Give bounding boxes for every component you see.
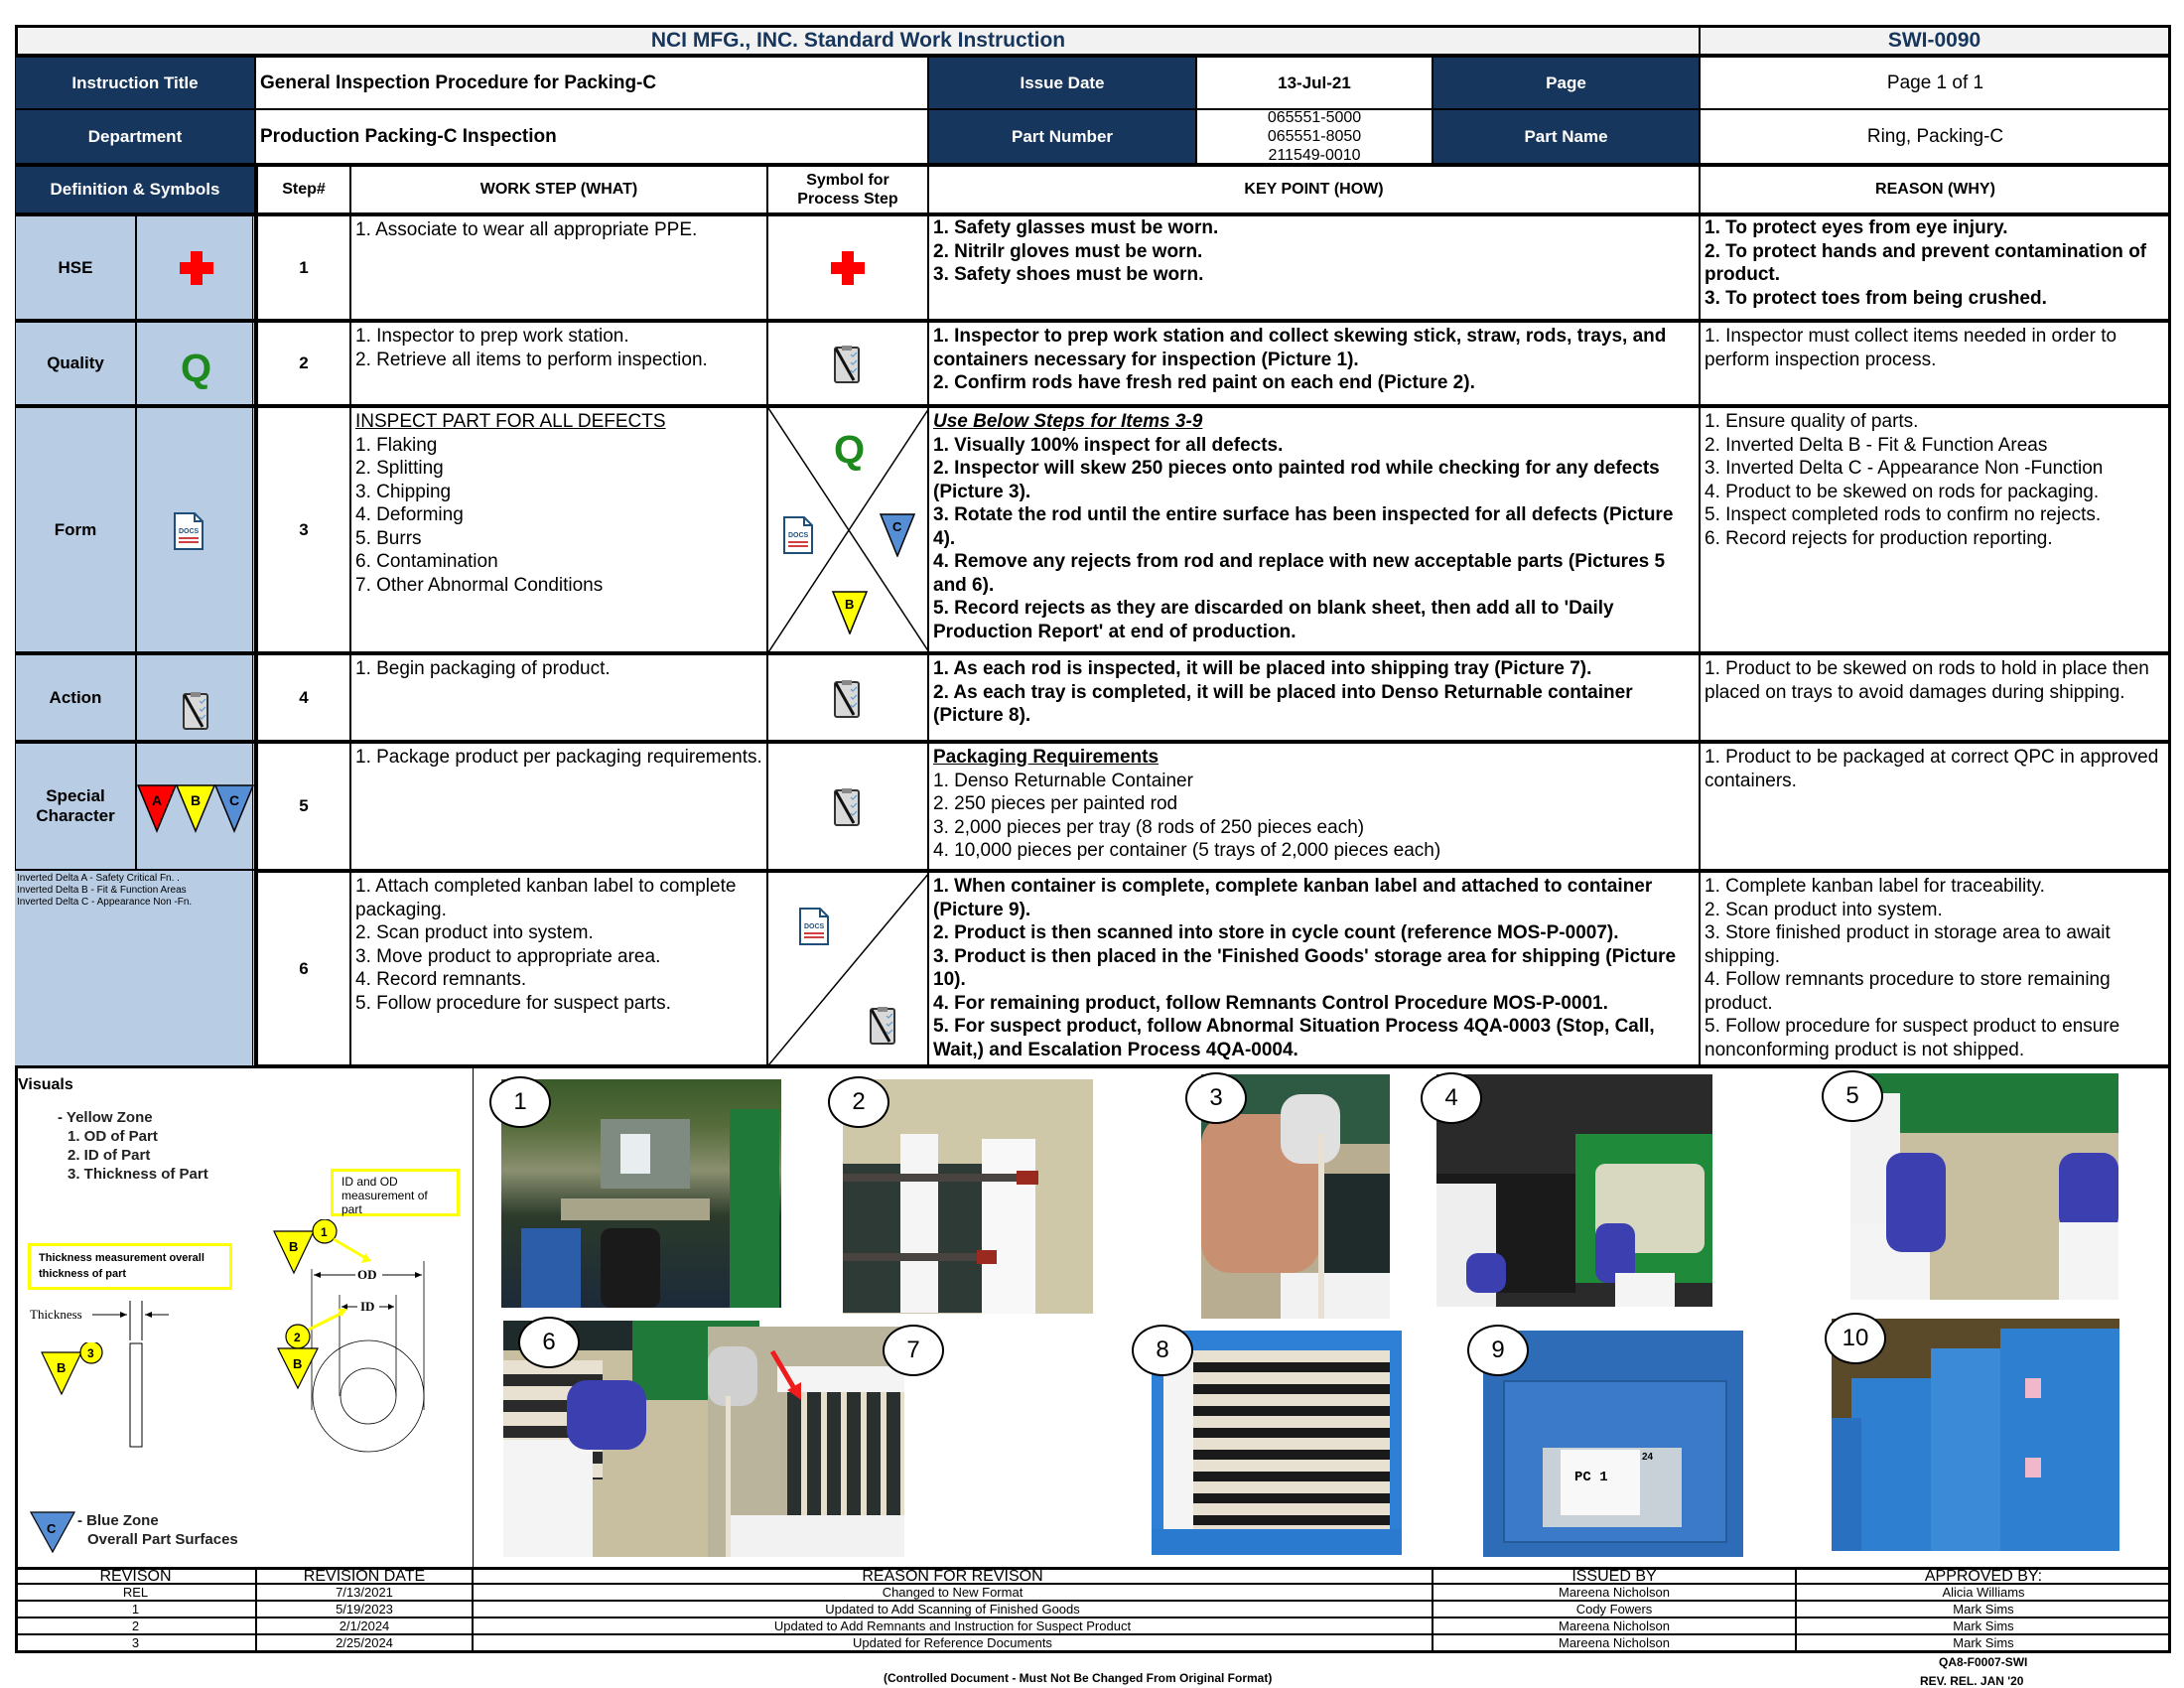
delta-c-icon <box>880 513 915 557</box>
photo-7-number: 7 <box>883 1325 944 1376</box>
clipboard-icon <box>181 691 210 731</box>
photo-9-label-text: PC 1 <box>1574 1470 1608 1485</box>
rev-row-2-revision: 2 <box>15 1618 256 1634</box>
rev-header-approved-by: APPROVED BY: <box>1796 1567 2171 1584</box>
id-label: ID <box>360 1299 375 1314</box>
delta-b-callout-3 <box>40 1342 109 1402</box>
delta-c-blue-zone-icon <box>30 1511 75 1553</box>
reason: 2. Inverted Delta B - Fit & Function Areas <box>1705 434 2048 456</box>
step-1-reasons <box>1700 213 2171 320</box>
rev-row-1-issued-by: Cody Fowers <box>1433 1601 1796 1618</box>
reason-header: REASON (WHY) <box>1700 164 2171 213</box>
step-6-reasons <box>1700 870 2171 1065</box>
def-form-icon-cell <box>136 405 255 652</box>
quality-q-icon: Q <box>834 428 866 472</box>
step-3-reasons <box>1700 405 2171 652</box>
rev-row-2-reason: Updated to Add Remnants and Instruction for Suspect Product <box>473 1618 1433 1634</box>
id-od-note: ID and OD measurement of part <box>331 1169 460 1216</box>
svg-text:B: B <box>293 1356 303 1371</box>
svg-text:3: 3 <box>87 1346 94 1360</box>
step-3-key-points <box>928 405 1700 652</box>
key-point: 2. Confirm rods have fresh red paint on each end (Picture 2). <box>933 372 1475 393</box>
reason: 5. Follow procedure for suspect product to ensure nonconforming product is not shipped. <box>1705 1016 2120 1060</box>
key-point: 1. When container is complete, complete kanban label and attached to container (Picture 9). <box>933 876 1653 920</box>
step-3-work <box>350 405 767 652</box>
reason: 6. Record rejects for production reporting. <box>1705 527 2053 549</box>
def-hse-icon-cell <box>136 213 255 320</box>
svg-text:C: C <box>47 1521 57 1536</box>
step-4-number: 4 <box>255 652 350 741</box>
part-number-2: 065551-8050 <box>1267 128 1362 145</box>
yellow-zone-item: 2. ID of Part <box>68 1147 151 1164</box>
yellow-zone-item: 1. OD of Part <box>68 1128 158 1145</box>
key-point: 2. As each tray is completed, it will be placed into Denso Returnable container (Picture 8). <box>933 681 1633 726</box>
rev-header-revision: REVISON <box>15 1567 256 1584</box>
part-number-values <box>1196 109 1433 164</box>
page-value: Page 1 of 1 <box>1700 57 2171 109</box>
svg-text:C: C <box>892 519 902 534</box>
def-special-icon-cell <box>136 741 255 870</box>
svg-text:B: B <box>57 1360 67 1375</box>
reason: 1. Product to be skewed on rods to hold in place then placed on trays to avoid damages during shipping. <box>1705 658 2149 703</box>
rev-row-2-approved-by: Mark Sims <box>1796 1618 2171 1634</box>
reason: 5. Inspect completed rods to confirm no rejects. <box>1705 504 2102 525</box>
department-label: Department <box>15 109 255 164</box>
department-value-cell <box>255 109 928 164</box>
work-item: 4. Deforming <box>355 504 464 525</box>
rev-row-3-issued-by: Mareena Nicholson <box>1433 1634 1796 1653</box>
blue-zone-heading: - Blue Zone <box>77 1512 159 1529</box>
page-label: Page <box>1433 57 1700 109</box>
reason: 1. Product to be packaged at correct QPC in approved containers. <box>1705 747 2159 791</box>
work-item: 1. Attach completed kanban label to complete packaging. <box>355 876 737 920</box>
step-4-key-points <box>928 652 1700 741</box>
step-5-key-points <box>928 741 1700 870</box>
svg-text:B: B <box>845 597 855 612</box>
reason: 1. Complete kanban label for traceability. <box>1705 876 2045 897</box>
clipboard-icon <box>832 679 862 719</box>
photo-8-tray-in-container <box>1152 1331 1402 1555</box>
od-id-diagram <box>268 1219 467 1468</box>
step-4-reasons <box>1700 652 2171 741</box>
step-1-key-points <box>928 213 1700 320</box>
step-1-number: 1 <box>255 213 350 320</box>
rev-row-2-issued-by: Mareena Nicholson <box>1433 1618 1796 1634</box>
work-item: 1. Begin packaging of product. <box>355 658 611 679</box>
key-point: 5. For suspect product, follow Abnormal Situation Process 4QA-0003 (Stop, Call, Wait,) and Escalation Process 4QA-0004. <box>933 1016 1655 1060</box>
docs-icon <box>798 907 830 946</box>
step-6-key-points <box>928 870 1700 1065</box>
step-3-number: 3 <box>255 405 350 652</box>
instruction-title-value-cell <box>255 57 928 109</box>
rev-row-0-date: 7/13/2021 <box>256 1584 473 1601</box>
work-item: 2. Scan product into system. <box>355 922 594 943</box>
step-header: Step# <box>255 164 350 213</box>
key-point: 4. For remaining product, follow Remnants Control Procedure MOS-P-0001. <box>933 992 1608 1014</box>
reason: 1. To protect eyes from eye injury. <box>1705 217 2008 238</box>
def-legend-cell <box>15 870 255 1065</box>
step-5-number: 5 <box>255 741 350 870</box>
key-point: 3. Product is then placed in the 'Finished Goods' storage area for shipping (Picture 10). <box>933 945 1677 990</box>
instruction-title: General Inspection Procedure for Packing-C <box>260 71 657 93</box>
issue-date-value: 13-Jul-21 <box>1196 57 1433 109</box>
def-hse-label: HSE <box>15 213 136 320</box>
photo-7-tray-placement <box>708 1327 904 1557</box>
clipboard-icon <box>868 1006 897 1046</box>
photo-4-number: 4 <box>1421 1072 1482 1124</box>
work-item: 2. Retrieve all items to perform inspection. <box>355 349 708 370</box>
rev-row-3-approved-by: Mark Sims <box>1796 1634 2171 1653</box>
key-point: 3. Safety shoes must be worn. <box>933 264 1204 285</box>
work-item: 5. Follow procedure for suspect parts. <box>355 992 671 1014</box>
key-point: 4. 10,000 pieces per container (5 trays of 2,000 pieces each) <box>933 840 1441 861</box>
step-5-reasons <box>1700 741 2171 870</box>
photo-8-number: 8 <box>1132 1325 1193 1376</box>
key-point: 2. Product is then scanned into store in cycle count (reference MOS-P-0007). <box>933 922 1619 943</box>
svg-text:DOCS: DOCS <box>804 923 825 930</box>
work-item: 7. Other Abnormal Conditions <box>355 574 604 596</box>
reason: 3. Inverted Delta C - Appearance Non -Function <box>1705 458 2104 479</box>
key-point: 1. As each rod is inspected, it will be placed into shipping tray (Picture 7). <box>933 658 1592 679</box>
key-point: 4. Remove any rejects from rod and replace with new acceptable parts (Pictures 5 and 6). <box>933 551 1666 596</box>
photo-10-number: 10 <box>1825 1313 1886 1364</box>
def-special-label: Special Character <box>15 741 136 870</box>
def-form-label: Form <box>15 405 136 652</box>
blue-zone-text <box>77 1511 238 1549</box>
part-number-3: 211549-0010 <box>1268 147 1361 164</box>
key-point: 3. Rotate the rod until the entire surface has been inspected for all defects (Picture 4). <box>933 504 1674 549</box>
photo-5-removing-rejects <box>1850 1073 2118 1300</box>
svg-text:C: C <box>229 792 240 808</box>
yellow-zone-list <box>58 1108 208 1184</box>
step-5-work <box>350 741 767 870</box>
rev-row-1-approved-by: Mark Sims <box>1796 1601 2171 1618</box>
company-title: NCI MFG., INC. Standard Work Instruction <box>650 29 1066 52</box>
work-item: 1. Flaking <box>355 434 438 456</box>
key-point: 2. Inspector will skew 250 pieces onto painted rod while checking for any defects (Picture 3). <box>933 458 1660 502</box>
company-title-cell <box>15 25 1700 57</box>
rev-row-2-date: 2/1/2024 <box>256 1618 473 1634</box>
work-item: 1. Package product per packaging requirements. <box>355 747 762 768</box>
svg-text:B: B <box>191 792 202 808</box>
reason: 4. Follow remnants procedure to store remaining product. <box>1705 969 2111 1014</box>
svg-text:A: A <box>152 792 163 808</box>
photo-2-number: 2 <box>828 1076 889 1128</box>
yellow-zone-heading: - Yellow Zone <box>58 1109 153 1126</box>
step-2-symbol <box>767 320 928 405</box>
part-number-1: 065551-5000 <box>1267 109 1362 126</box>
reason: 2. Scan product into system. <box>1705 899 1943 920</box>
work-item: 4. Record remnants. <box>355 969 527 990</box>
visuals-divider <box>473 1065 474 1567</box>
work-item: 1. Inspector to prep work station. <box>355 326 629 347</box>
visuals-title: Visuals <box>18 1076 73 1093</box>
rev-row-3-revision: 3 <box>15 1634 256 1653</box>
part-name-label: Part Name <box>1433 109 1700 164</box>
rev-row-0-approved-by: Alicia Williams <box>1796 1584 2171 1601</box>
step-1-symbol <box>767 213 928 320</box>
work-item: 3. Move product to appropriate area. <box>355 945 661 967</box>
photo-5-number: 5 <box>1822 1070 1883 1122</box>
def-action-icon-cell <box>136 652 255 741</box>
step-4-symbol <box>767 652 928 741</box>
step-1-work-item: 1. Associate to wear all appropriate PPE. <box>355 219 698 240</box>
red-cross-icon <box>831 251 865 285</box>
blue-zone-desc: Overall Part Surfaces <box>87 1531 238 1548</box>
rev-row-0-issued-by: Mareena Nicholson <box>1433 1584 1796 1601</box>
legend-delta-a: Inverted Delta A - Safety Critical Fn. . <box>17 873 180 884</box>
rev-row-3-date: 2/25/2024 <box>256 1634 473 1653</box>
step-2-key-points <box>928 320 1700 405</box>
controlled-document-note: (Controlled Document - Must Not Be Changed From Original Format) <box>884 1671 1273 1685</box>
legend-delta-b: Inverted Delta B - Fit & Function Areas <box>17 885 187 896</box>
key-point: 5. Record rejects as they are discarded on blank sheet, then add all to 'Daily Production Report' at end of production. <box>933 598 1614 642</box>
key-heading: Packaging Requirements <box>933 747 1160 768</box>
reason: 2. To protect hands and prevent contamination of product. <box>1705 240 2147 285</box>
rev-header-issued-by: ISSUED BY <box>1433 1567 1796 1584</box>
clipboard-icon <box>832 345 862 384</box>
red-cross-icon <box>180 251 213 285</box>
rev-header-date: REVISION DATE <box>256 1567 473 1584</box>
photo-3-number: 3 <box>1185 1072 1247 1124</box>
step-4-work <box>350 652 767 741</box>
svg-text:B: B <box>289 1239 299 1254</box>
work-item: 3. Chipping <box>355 481 452 502</box>
reason: 1. Inspector must collect items needed in order to perform inspection process. <box>1705 326 2117 370</box>
legend-delta-c: Inverted Delta C - Appearance Non -Fn. <box>17 897 193 908</box>
quality-q-icon: Q <box>181 347 212 390</box>
work-step-header: WORK STEP (WHAT) <box>350 164 767 213</box>
work-item: 2. Splitting <box>355 458 444 479</box>
thickness-label: Thickness <box>30 1307 82 1322</box>
form-number: QA8-F0007-SWI <box>1939 1655 2028 1669</box>
work-item: 5. Burrs <box>355 527 422 549</box>
step-2-work <box>350 320 767 405</box>
symbol-header: Symbol for Process Step <box>767 164 928 213</box>
doc-number-cell <box>1700 25 2171 57</box>
rev-header-reason: REASON FOR REVISON <box>473 1567 1433 1584</box>
delta-b-icon <box>832 591 868 634</box>
key-point: 2. 250 pieces per painted rod <box>933 793 1178 814</box>
photo-9-label-num: 24 <box>1642 1452 1654 1463</box>
key-point: 3. 2,000 pieces per tray (8 rods of 250 pieces each) <box>933 816 1365 838</box>
photo-6-number: 6 <box>518 1317 580 1368</box>
step-5-symbol <box>767 741 928 870</box>
key-point-header: KEY POINT (HOW) <box>928 164 1700 213</box>
rev-row-3-reason: Updated for Reference Documents <box>473 1634 1433 1653</box>
rev-row-1-date: 5/19/2023 <box>256 1601 473 1618</box>
thickness-note: Thickness measurement overall thickness of part <box>28 1243 232 1290</box>
definitions-header: Definition & Symbols <box>15 164 255 213</box>
photo-1-number: 1 <box>489 1076 551 1128</box>
part-name-value: Ring, Packing-C <box>1700 109 2171 164</box>
instruction-title-label: Instruction Title <box>15 57 255 109</box>
department-value: Production Packing-C Inspection <box>260 125 557 147</box>
rev-row-0-revision: REL <box>15 1584 256 1601</box>
key-point: 1. Inspector to prep work station and collect skewing stick, straw, rods, trays, and containers necessary for inspection (Picture 1). <box>933 326 1667 370</box>
key-point: 1. Denso Returnable Container <box>933 770 1193 791</box>
work-item: 6. Contamination <box>355 551 498 572</box>
doc-number: SWI-0090 <box>1887 29 1981 52</box>
reason: 4. Product to be skewed on rods for packaging. <box>1705 481 2100 502</box>
def-quality-icon-cell <box>136 320 255 405</box>
step-6-number: 6 <box>255 870 350 1065</box>
yellow-zone-item: 3. Thickness of Part <box>68 1166 208 1183</box>
def-quality-label: Quality <box>15 320 136 405</box>
svg-text:DOCS: DOCS <box>788 532 809 539</box>
step-6-work <box>350 870 767 1065</box>
svg-text:2: 2 <box>294 1331 301 1344</box>
reason: 3. To protect toes from being crushed. <box>1705 287 2047 309</box>
key-point: 1. Visually 100% inspect for all defects. <box>933 434 1284 456</box>
clipboard-icon <box>832 787 862 827</box>
step-2-reasons <box>1700 320 2171 405</box>
docs-icon <box>173 511 205 551</box>
svg-text:DOCS: DOCS <box>179 528 200 535</box>
step-6-symbol <box>767 870 928 1065</box>
reason: 1. Ensure quality of parts. <box>1705 411 1919 432</box>
photo-9-number: 9 <box>1467 1325 1529 1376</box>
od-label: OD <box>357 1267 377 1282</box>
key-point: 2. Nitrilr gloves must be worn. <box>933 240 1203 262</box>
rev-row-1-revision: 1 <box>15 1601 256 1618</box>
step-3-symbol <box>767 405 928 652</box>
form-revision: REV. REL. JAN '20 <box>1920 1674 2024 1688</box>
part-number-label: Part Number <box>928 109 1196 164</box>
key-heading: Use Below Steps for Items 3-9 <box>933 411 1203 432</box>
key-point: 1. Safety glasses must be worn. <box>933 217 1219 238</box>
svg-text:1: 1 <box>321 1225 328 1239</box>
rev-row-1-reason: Updated to Add Scanning of Finished Goods <box>473 1601 1433 1618</box>
step-2-number: 2 <box>255 320 350 405</box>
step-1-work <box>350 213 767 320</box>
diagonal-divider <box>768 873 928 1065</box>
work-heading: INSPECT PART FOR ALL DEFECTS <box>355 411 666 432</box>
rev-row-0-reason: Changed to New Format <box>473 1584 1433 1601</box>
delta-abc-icon <box>137 783 256 833</box>
def-action-label: Action <box>15 652 136 741</box>
docs-icon <box>782 515 814 555</box>
issue-date-label: Issue Date <box>928 57 1196 109</box>
reason: 3. Store finished product in storage area to await shipping. <box>1705 922 2111 967</box>
